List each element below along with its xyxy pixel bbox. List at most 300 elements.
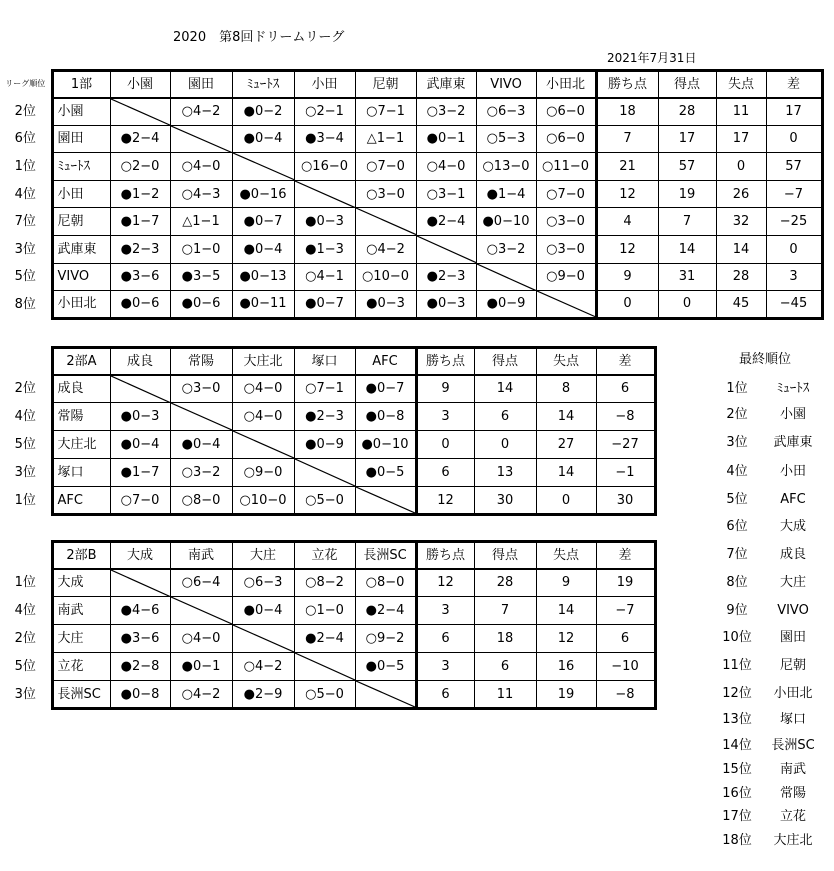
self-match-cell — [355, 208, 416, 236]
team-result-row — [0, 403, 655, 431]
table-header — [0, 542, 655, 569]
match-result: ●3−6 — [110, 625, 170, 653]
match-result: ●0−8 — [355, 403, 416, 431]
goals-for-value: 57 — [658, 153, 716, 181]
final-team: 小田 — [779, 464, 806, 479]
match-result: △1−1 — [170, 208, 232, 236]
header-row — [0, 348, 655, 375]
match-result: ○4−0 — [416, 153, 476, 181]
match-result: ●0−4 — [232, 597, 294, 625]
match-result: ●0−3 — [110, 403, 170, 431]
team-column-header: 武庫東 — [416, 71, 476, 98]
goal-difference-value: 6 — [596, 375, 655, 403]
goals-for-value: 11 — [474, 681, 536, 709]
goals-against-value: 28 — [716, 263, 766, 291]
diagonal-stroke — [537, 291, 595, 317]
match-result: ○4−2 — [232, 653, 294, 681]
points-value: 3 — [416, 597, 474, 625]
match-result: ○3−0 — [170, 375, 232, 403]
diagonal-line — [233, 431, 294, 458]
team-name: 武庫東 — [52, 235, 110, 263]
match-result: ○7−1 — [355, 98, 416, 126]
match-result: ○13−0 — [476, 153, 536, 181]
team-result-row — [0, 487, 655, 515]
goal-difference-value: 17 — [766, 98, 822, 126]
goal-difference-value: 3 — [766, 263, 822, 291]
team-name: 大庄 — [52, 625, 110, 653]
match-result: ○10−0 — [232, 487, 294, 515]
goals-against-value: 0 — [536, 487, 596, 515]
team-column-header: 大成 — [110, 542, 170, 569]
match-result: ○8−0 — [355, 569, 416, 597]
rank-column-header: リーグ順位 — [5, 79, 46, 88]
team-column-header: 立花 — [294, 542, 355, 569]
team-column-header: 塚口 — [294, 348, 355, 375]
match-result: ○3−2 — [416, 98, 476, 126]
diagonal-line — [171, 126, 232, 153]
match-result: ○6−0 — [536, 125, 596, 153]
team-result-row — [0, 681, 655, 709]
match-result: ○7−1 — [294, 375, 355, 403]
division-2b-results-table — [0, 540, 657, 710]
diagonal-stroke — [356, 208, 416, 235]
team-column-header: 長洲SC — [355, 542, 416, 569]
final-standing-row — [714, 686, 829, 702]
team-result-row — [0, 153, 822, 181]
match-result: ●4−6 — [110, 597, 170, 625]
final-rank: 5位 — [726, 492, 748, 507]
points-value: 9 — [416, 375, 474, 403]
match-result: ○8−0 — [170, 487, 232, 515]
league-rank-label: 8位 — [14, 296, 36, 312]
goals-against-header: 失点 — [536, 348, 596, 375]
match-result: ○4−1 — [294, 263, 355, 291]
goals-against-value: 32 — [716, 208, 766, 236]
goal-difference-header: 差 — [596, 542, 655, 569]
match-result: ●2−4 — [294, 625, 355, 653]
diagonal-stroke — [477, 264, 536, 291]
goals-for-value: 17 — [658, 125, 716, 153]
final-rank: 4位 — [726, 464, 748, 479]
match-result: ●0−1 — [416, 125, 476, 153]
team-column-header: 尼朝 — [355, 71, 416, 98]
self-match-cell — [294, 653, 355, 681]
match-result: ●0−8 — [110, 681, 170, 709]
team-name: 大成 — [52, 569, 110, 597]
final-team: ﾐｭｰﾄｽ — [776, 381, 810, 396]
goal-difference-value: −45 — [766, 291, 822, 319]
match-result: ●0−9 — [294, 431, 355, 459]
diagonal-stroke — [233, 153, 294, 180]
final-standing-row — [714, 630, 829, 646]
team-result-row — [0, 375, 655, 403]
final-team: VIVO — [777, 603, 809, 618]
team-column-header: 小田北 — [536, 71, 596, 98]
points-value: 0 — [596, 291, 658, 319]
team-result-row — [0, 208, 822, 236]
league-rank-label: 4位 — [14, 186, 36, 202]
final-standing-row — [714, 762, 829, 778]
diagonal-stroke — [111, 99, 170, 125]
diagonal-line — [537, 291, 595, 317]
final-rank: 1位 — [726, 381, 748, 396]
goal-difference-value: 0 — [766, 235, 822, 263]
match-result: ●0−3 — [355, 291, 416, 319]
diagonal-line — [356, 681, 415, 707]
match-result: ●0−4 — [170, 431, 232, 459]
diagonal-line — [233, 153, 294, 180]
team-name: 常陽 — [52, 403, 110, 431]
points-value: 7 — [596, 125, 658, 153]
diagonal-line — [295, 181, 355, 208]
final-rank: 8位 — [726, 575, 748, 590]
team-column-header: 南武 — [170, 542, 232, 569]
diagonal-line — [295, 459, 355, 486]
match-result: ●2−4 — [416, 208, 476, 236]
final-standings-title: 最終順位 — [739, 352, 792, 367]
league-rank-label: 4位 — [14, 409, 36, 424]
goal-difference-header: 差 — [596, 348, 655, 375]
goal-difference-value: −25 — [766, 208, 822, 236]
goals-against-value: 45 — [716, 291, 766, 319]
diagonal-line — [111, 99, 170, 125]
goal-difference-value: 0 — [766, 125, 822, 153]
match-result: ●1−4 — [476, 180, 536, 208]
points-value: 6 — [416, 459, 474, 487]
goals-against-header: 失点 — [716, 71, 766, 98]
match-result: ○4−0 — [232, 375, 294, 403]
self-match-cell — [294, 180, 355, 208]
team-result-row — [0, 235, 822, 263]
goals-for-value: 14 — [658, 235, 716, 263]
match-result: ○3−2 — [170, 459, 232, 487]
team-result-row — [0, 125, 822, 153]
goals-against-value: 14 — [536, 403, 596, 431]
match-result: ●1−7 — [110, 459, 170, 487]
match-result: △1−1 — [355, 125, 416, 153]
final-standing-row — [714, 786, 829, 802]
self-match-cell — [170, 403, 232, 431]
goal-difference-value: −7 — [596, 597, 655, 625]
goals-for-value: 7 — [474, 597, 536, 625]
diagonal-stroke — [111, 376, 170, 403]
goals-against-value: 19 — [536, 681, 596, 709]
final-standing-row — [714, 738, 829, 754]
match-result: ○6−3 — [476, 98, 536, 126]
points-value: 4 — [596, 208, 658, 236]
final-rank: 2位 — [726, 407, 748, 422]
league-rank-label: 2位 — [14, 381, 36, 396]
match-result: ○4−0 — [232, 403, 294, 431]
goal-difference-value: −7 — [766, 180, 822, 208]
final-standing-row — [714, 519, 829, 535]
points-value: 3 — [416, 403, 474, 431]
match-result: ○3−1 — [416, 180, 476, 208]
final-rank: 12位 — [722, 686, 752, 701]
match-result: ○9−0 — [232, 459, 294, 487]
match-result: ○4−2 — [355, 235, 416, 263]
league-rank-label: 6位 — [14, 131, 36, 147]
self-match-cell — [110, 98, 170, 126]
league-rank-label: 5位 — [14, 437, 36, 452]
match-result: ○1−0 — [170, 235, 232, 263]
match-result: ○4−2 — [170, 98, 232, 126]
team-name: 小園 — [52, 98, 110, 126]
diagonal-stroke — [171, 597, 232, 624]
table-header — [0, 71, 822, 98]
match-result: ●2−3 — [294, 403, 355, 431]
self-match-cell — [170, 597, 232, 625]
goals-for-value: 30 — [474, 487, 536, 515]
diagonal-stroke — [417, 236, 476, 263]
match-result: ●0−16 — [232, 180, 294, 208]
goal-difference-value: −1 — [596, 459, 655, 487]
division-1-results-table — [0, 69, 824, 320]
league-rank-label: 4位 — [14, 603, 36, 618]
goals-for-value: 31 — [658, 263, 716, 291]
diagonal-stroke — [233, 625, 294, 652]
diagonal-line — [233, 625, 294, 652]
final-rank: 14位 — [722, 738, 752, 753]
self-match-cell — [232, 625, 294, 653]
match-result: ●3−4 — [294, 125, 355, 153]
team-result-row — [0, 180, 822, 208]
match-result: ○5−0 — [294, 487, 355, 515]
league-rank-label: 1位 — [14, 575, 36, 590]
match-result: ●0−4 — [110, 431, 170, 459]
match-result: ●1−2 — [110, 180, 170, 208]
table-header — [0, 348, 655, 375]
points-value: 0 — [416, 431, 474, 459]
diagonal-line — [295, 653, 355, 680]
final-standings-list — [714, 0, 829, 871]
goals-against-value: 11 — [716, 98, 766, 126]
final-rank: 11位 — [722, 658, 752, 673]
match-result: ○3−0 — [536, 208, 596, 236]
diagonal-stroke — [356, 487, 415, 513]
header-row — [0, 542, 655, 569]
points-value: 3 — [416, 653, 474, 681]
match-result: ●0−3 — [294, 208, 355, 236]
match-result: ○8−2 — [294, 569, 355, 597]
team-name: ﾐｭｰﾄｽ — [52, 153, 110, 181]
points-header: 勝ち点 — [596, 71, 658, 98]
goals-against-value: 14 — [536, 459, 596, 487]
team-name: 小田北 — [52, 291, 110, 319]
league-rank-label: 2位 — [14, 103, 36, 119]
final-rank: 7位 — [726, 547, 748, 562]
team-name: 大庄北 — [52, 431, 110, 459]
points-value: 21 — [596, 153, 658, 181]
match-result: ○6−4 — [170, 569, 232, 597]
match-result: ○4−2 — [170, 681, 232, 709]
match-result: ●0−1 — [170, 653, 232, 681]
final-team: AFC — [780, 492, 806, 507]
match-result: ●0−7 — [355, 375, 416, 403]
points-value: 6 — [416, 625, 474, 653]
points-header: 勝ち点 — [416, 348, 474, 375]
goals-against-value: 14 — [536, 597, 596, 625]
final-team: 大庄 — [779, 575, 806, 590]
goals-against-value: 17 — [716, 125, 766, 153]
team-column-header: 大庄 — [232, 542, 294, 569]
goals-for-value: 28 — [474, 569, 536, 597]
final-standing-row — [714, 547, 829, 563]
diagonal-stroke — [233, 431, 294, 458]
team-column-header: 成良 — [110, 348, 170, 375]
points-value: 12 — [416, 487, 474, 515]
final-rank: 10位 — [722, 630, 752, 645]
match-result: ○7−0 — [110, 487, 170, 515]
final-standing-row — [714, 381, 829, 397]
final-team: 武庫東 — [773, 435, 813, 450]
match-result: ○4−0 — [170, 625, 232, 653]
points-value: 12 — [416, 569, 474, 597]
diagonal-stroke — [171, 403, 232, 430]
team-result-row — [0, 263, 822, 291]
final-team: 園田 — [779, 630, 806, 645]
final-team: 立花 — [779, 809, 806, 824]
division-2a-results-table — [0, 346, 657, 516]
team-name: 園田 — [52, 125, 110, 153]
goals-against-value: 14 — [716, 235, 766, 263]
final-standing-row — [714, 712, 829, 728]
match-result: ○9−2 — [355, 625, 416, 653]
match-result: ○6−3 — [232, 569, 294, 597]
table-body — [0, 375, 655, 515]
match-result: ●0−11 — [232, 291, 294, 319]
goal-difference-value: 30 — [596, 487, 655, 515]
team-result-row — [0, 625, 655, 653]
final-team: 小田北 — [773, 686, 813, 701]
diagonal-line — [356, 487, 415, 513]
match-result: ○2−0 — [110, 153, 170, 181]
match-result: ●0−10 — [355, 431, 416, 459]
diagonal-stroke — [295, 653, 355, 680]
match-result: ●0−3 — [416, 291, 476, 319]
goals-for-value: 18 — [474, 625, 536, 653]
table-body — [0, 98, 822, 319]
diagonal-stroke — [111, 570, 170, 597]
match-result: ●2−4 — [110, 125, 170, 153]
final-team: 小園 — [779, 407, 806, 422]
team-result-row — [0, 597, 655, 625]
goals-for-value: 7 — [658, 208, 716, 236]
match-result: ●2−8 — [110, 653, 170, 681]
final-rank: 17位 — [722, 809, 752, 824]
league-rank-label: 7位 — [14, 214, 36, 230]
self-match-cell — [232, 153, 294, 181]
final-standing-row — [714, 658, 829, 674]
final-standing-row — [714, 603, 829, 619]
final-rank: 18位 — [722, 833, 752, 848]
team-name: 立花 — [52, 653, 110, 681]
points-value: 9 — [596, 263, 658, 291]
match-result: ○11−0 — [536, 153, 596, 181]
diagonal-line — [111, 376, 170, 403]
self-match-cell — [110, 569, 170, 597]
goals-against-value: 8 — [536, 375, 596, 403]
final-team: 成良 — [779, 547, 806, 562]
team-name: 塚口 — [52, 459, 110, 487]
final-standing-row — [714, 833, 829, 849]
match-result: ●0−4 — [232, 235, 294, 263]
goal-difference-header: 差 — [766, 71, 822, 98]
match-result: ●1−3 — [294, 235, 355, 263]
match-result: ○4−3 — [170, 180, 232, 208]
match-result: ●0−10 — [476, 208, 536, 236]
match-result: ○3−2 — [476, 235, 536, 263]
match-result: ●1−7 — [110, 208, 170, 236]
team-column-header: VIVO — [476, 71, 536, 98]
final-standing-row — [714, 407, 829, 423]
team-name: 尼朝 — [52, 208, 110, 236]
goals-for-value: 28 — [658, 98, 716, 126]
match-result: ●0−5 — [355, 459, 416, 487]
self-match-cell — [170, 125, 232, 153]
match-result: ●0−7 — [294, 291, 355, 319]
goal-difference-value: 57 — [766, 153, 822, 181]
goals-for-value: 14 — [474, 375, 536, 403]
match-result: ●2−4 — [355, 597, 416, 625]
final-standing-row — [714, 464, 829, 480]
league-rank-label: 3位 — [14, 241, 36, 257]
goals-against-value: 0 — [716, 153, 766, 181]
points-value: 12 — [596, 235, 658, 263]
team-name: 南武 — [52, 597, 110, 625]
match-result: ●0−5 — [355, 653, 416, 681]
team-result-row — [0, 653, 655, 681]
division-name: 1部 — [52, 71, 110, 98]
diagonal-stroke — [295, 459, 355, 486]
match-result: ●2−3 — [110, 235, 170, 263]
match-result: ○6−0 — [536, 98, 596, 126]
goals-for-header: 得点 — [474, 348, 536, 375]
final-standing-row — [714, 435, 829, 451]
goals-against-value: 16 — [536, 653, 596, 681]
match-result: ○4−0 — [170, 153, 232, 181]
match-result: ●0−9 — [476, 291, 536, 319]
goals-for-value: 6 — [474, 403, 536, 431]
diagonal-line — [111, 570, 170, 597]
goals-for-value: 0 — [474, 431, 536, 459]
team-column-header: 園田 — [170, 71, 232, 98]
match-result: ○16−0 — [294, 153, 355, 181]
document-date: 2021年7月31日 — [607, 51, 697, 65]
league-rank-label: 1位 — [14, 158, 36, 174]
match-result: ○5−3 — [476, 125, 536, 153]
match-result: ○3−0 — [536, 235, 596, 263]
goals-for-value: 6 — [474, 653, 536, 681]
team-result-row — [0, 98, 822, 126]
diagonal-line — [171, 597, 232, 624]
goals-for-header: 得点 — [658, 71, 716, 98]
self-match-cell — [476, 263, 536, 291]
goals-for-value: 0 — [658, 291, 716, 319]
league-rank-label: 3位 — [14, 465, 36, 480]
league-rank-label: 2位 — [14, 631, 36, 646]
goal-difference-value: −27 — [596, 431, 655, 459]
match-result: ●2−9 — [232, 681, 294, 709]
team-name: 小田 — [52, 180, 110, 208]
match-result: ●0−6 — [170, 291, 232, 319]
self-match-cell — [110, 375, 170, 403]
team-result-row — [0, 569, 655, 597]
diagonal-stroke — [171, 126, 232, 153]
division-name: 2部A — [52, 348, 110, 375]
match-result: ○2−1 — [294, 98, 355, 126]
match-result: ●0−6 — [110, 291, 170, 319]
